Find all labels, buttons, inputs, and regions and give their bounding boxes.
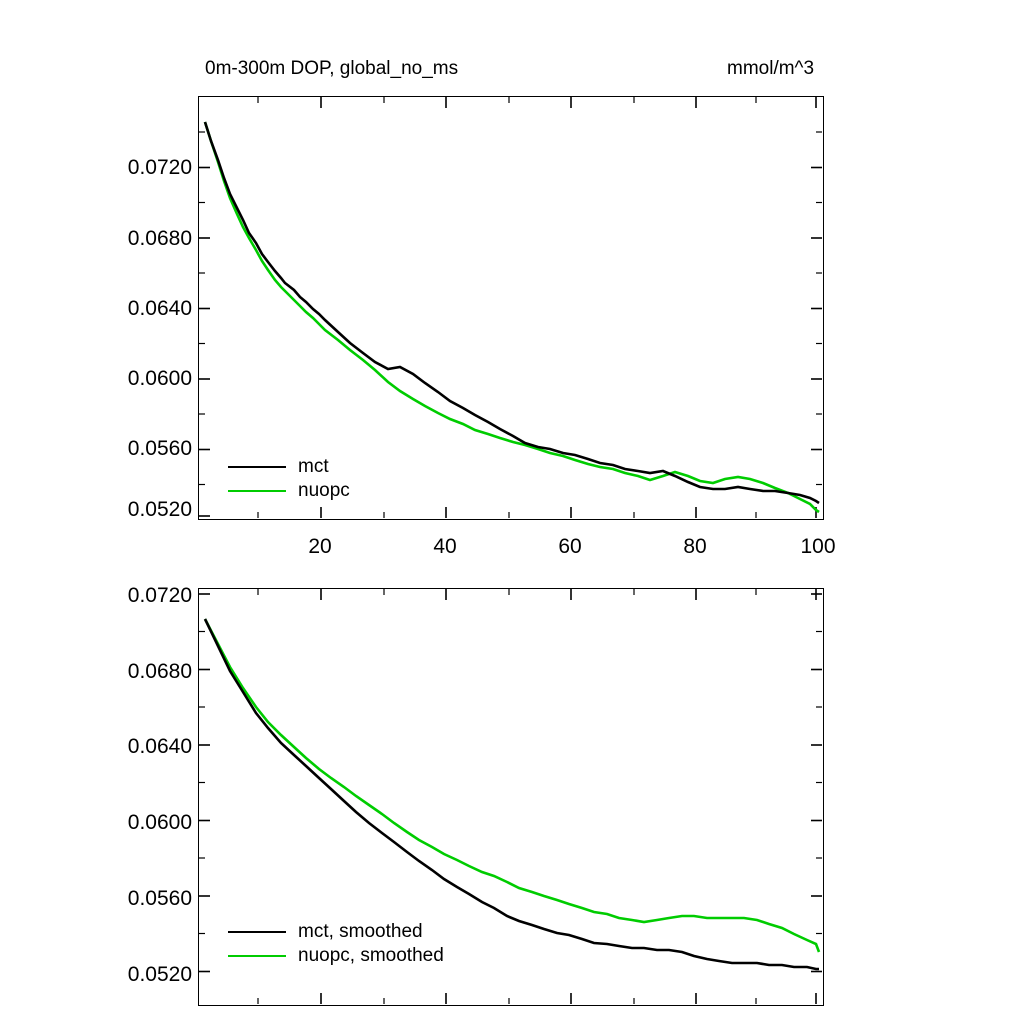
lower-legend-label-nuopc: nuopc, smoothed (298, 945, 444, 966)
lower-ytick-0640: 0.0640 (127, 735, 192, 758)
lower-legend-label-mct: mct, smoothed (298, 921, 423, 942)
upper-xtick-80: 80 (683, 535, 707, 558)
lower-legend-row-nuopc (228, 944, 444, 968)
lower-ytick-0560: 0.0560 (127, 887, 192, 910)
upper-legend (228, 455, 350, 503)
upper-xtick-40: 40 (433, 535, 457, 558)
upper-ytick-0720: 0.0720 (127, 156, 192, 179)
upper-ytick-0680: 0.0680 (127, 227, 192, 250)
upper-xtick-100: 100 (800, 535, 836, 558)
upper-ytick-0560: 0.0560 (127, 437, 192, 460)
upper-xtick-20: 20 (308, 535, 332, 558)
lower-y-major-ticks (199, 594, 822, 972)
upper-series-nuopc (205, 122, 819, 512)
upper-panel-units: mmol/m^3 (727, 58, 815, 79)
lower-ytick-0520: 0.0520 (127, 963, 192, 986)
upper-y-minor-ticks (199, 132, 822, 485)
legend-line-swatch-mct-smoothed (228, 931, 286, 933)
upper-legend-row-mct (228, 455, 350, 479)
upper-xtick-60: 60 (558, 535, 582, 558)
lower-ytick-0680: 0.0680 (127, 660, 192, 683)
legend-line-swatch-nuopc-smoothed (228, 955, 286, 957)
upper-ytick-0520: 0.0520 (127, 498, 192, 521)
upper-panel-title: 0m-300m DOP, global_no_ms (205, 58, 459, 79)
lower-series-mct-smoothed (205, 619, 819, 969)
lower-ytick-0720: 0.0720 (127, 584, 192, 607)
upper-legend-label-nuopc: nuopc (298, 480, 350, 501)
lower-legend (228, 920, 444, 968)
upper-legend-label-mct: mct (298, 456, 329, 477)
upper-legend-row-nuopc (228, 479, 350, 503)
upper-ytick-0640: 0.0640 (127, 297, 192, 320)
lower-ytick-0600: 0.0600 (127, 811, 192, 834)
lower-panel (0, 570, 1024, 1024)
legend-line-swatch-nuopc (228, 490, 286, 492)
lower-y-minor-ticks (199, 632, 822, 934)
lower-series-nuopc-smoothed (205, 619, 819, 952)
upper-ytick-0600: 0.0600 (127, 367, 192, 390)
legend-line-swatch-mct (228, 466, 286, 468)
upper-series-mct (205, 122, 819, 503)
lower-legend-row-mct (228, 920, 444, 944)
